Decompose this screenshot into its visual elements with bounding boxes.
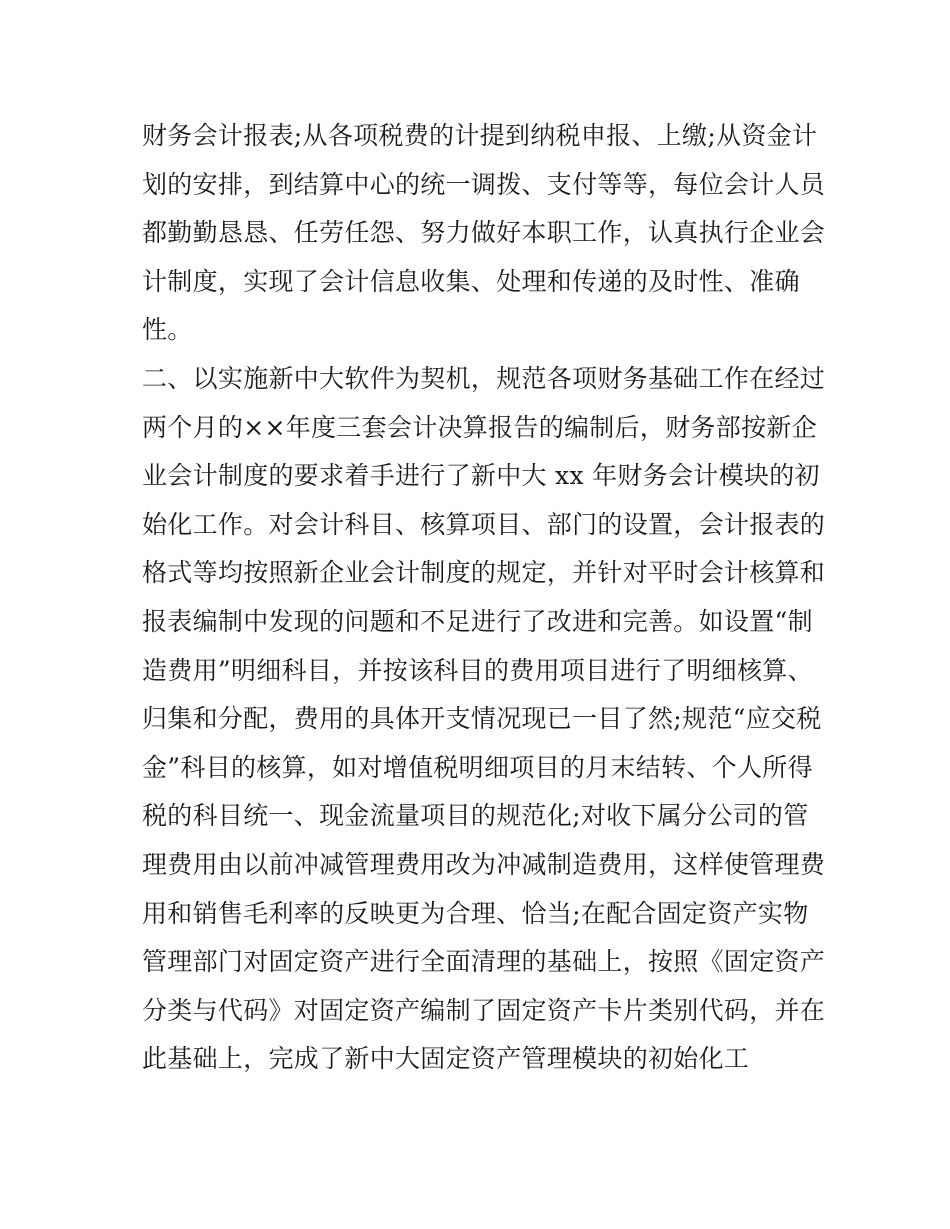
text-line: 管理部门对固定资产进行全面清理的基础上，按照《固定资产 <box>142 947 826 977</box>
text-line: 都勤勤恳恳、任劳任怨、努力做好本职工作，认真执行企业会 <box>142 218 826 248</box>
body-text <box>142 112 826 1084</box>
text-line: 财务会计报表;从各项税费的计提到纳税申报、上缴;从资金计 <box>142 121 818 150</box>
section-heading-line: 二、以实施新中大软件为契机，规范各项财务基础工作在经过 <box>142 363 826 393</box>
text-line: 用和销售毛利率的反映更为合理、恰当;在配合固定资产实物 <box>142 898 809 928</box>
text-line: 两个月的××年度三套会计决算报告的编制后，财务部按新企 <box>142 412 817 442</box>
text-line: 造费用”明细科目，并按该科目的费用项目进行了明细核算、 <box>142 655 813 685</box>
text-line: 归集和分配，费用的具体开支情况现已一目了然;规范“应交税 <box>142 704 822 734</box>
text-line: 报表编制中发现的问题和不足进行了改进和完善。如设置“制 <box>142 606 813 636</box>
text-line: 始化工作。对会计科目、核算项目、部门的设置，会计报表的 <box>142 509 826 539</box>
text-line: 业会计制度的要求着手进行了新中大 xx 年财务会计模块的初 <box>142 461 820 491</box>
text-line: 计制度，实现了会计信息收集、处理和传递的及时性、准确 <box>142 266 800 296</box>
text-line: 划的安排，到结算中心的统一调拨、支付等等，每位会计人员 <box>142 169 826 199</box>
text-line: 格式等均按照新企业会计制度的规定，并针对平时会计核算和 <box>142 558 826 588</box>
text-line: 此基础上，完成了新中大固定资产管理模块的初始化工 <box>142 1044 750 1074</box>
text-line: 分类与代码》对固定资产编制了固定资产卡片类别代码，并在 <box>142 995 826 1025</box>
text-line: 金”科目的核算，如对增值税明细项目的月末结转、个人所得 <box>142 752 813 782</box>
text-line: 理费用由以前冲减管理费用改为冲减制造费用，这样使管理费 <box>142 849 826 879</box>
text-line: 性。 <box>142 315 193 345</box>
text-line: 税的科目统一、现金流量项目的规范化;对收下属分公司的管 <box>142 801 809 831</box>
